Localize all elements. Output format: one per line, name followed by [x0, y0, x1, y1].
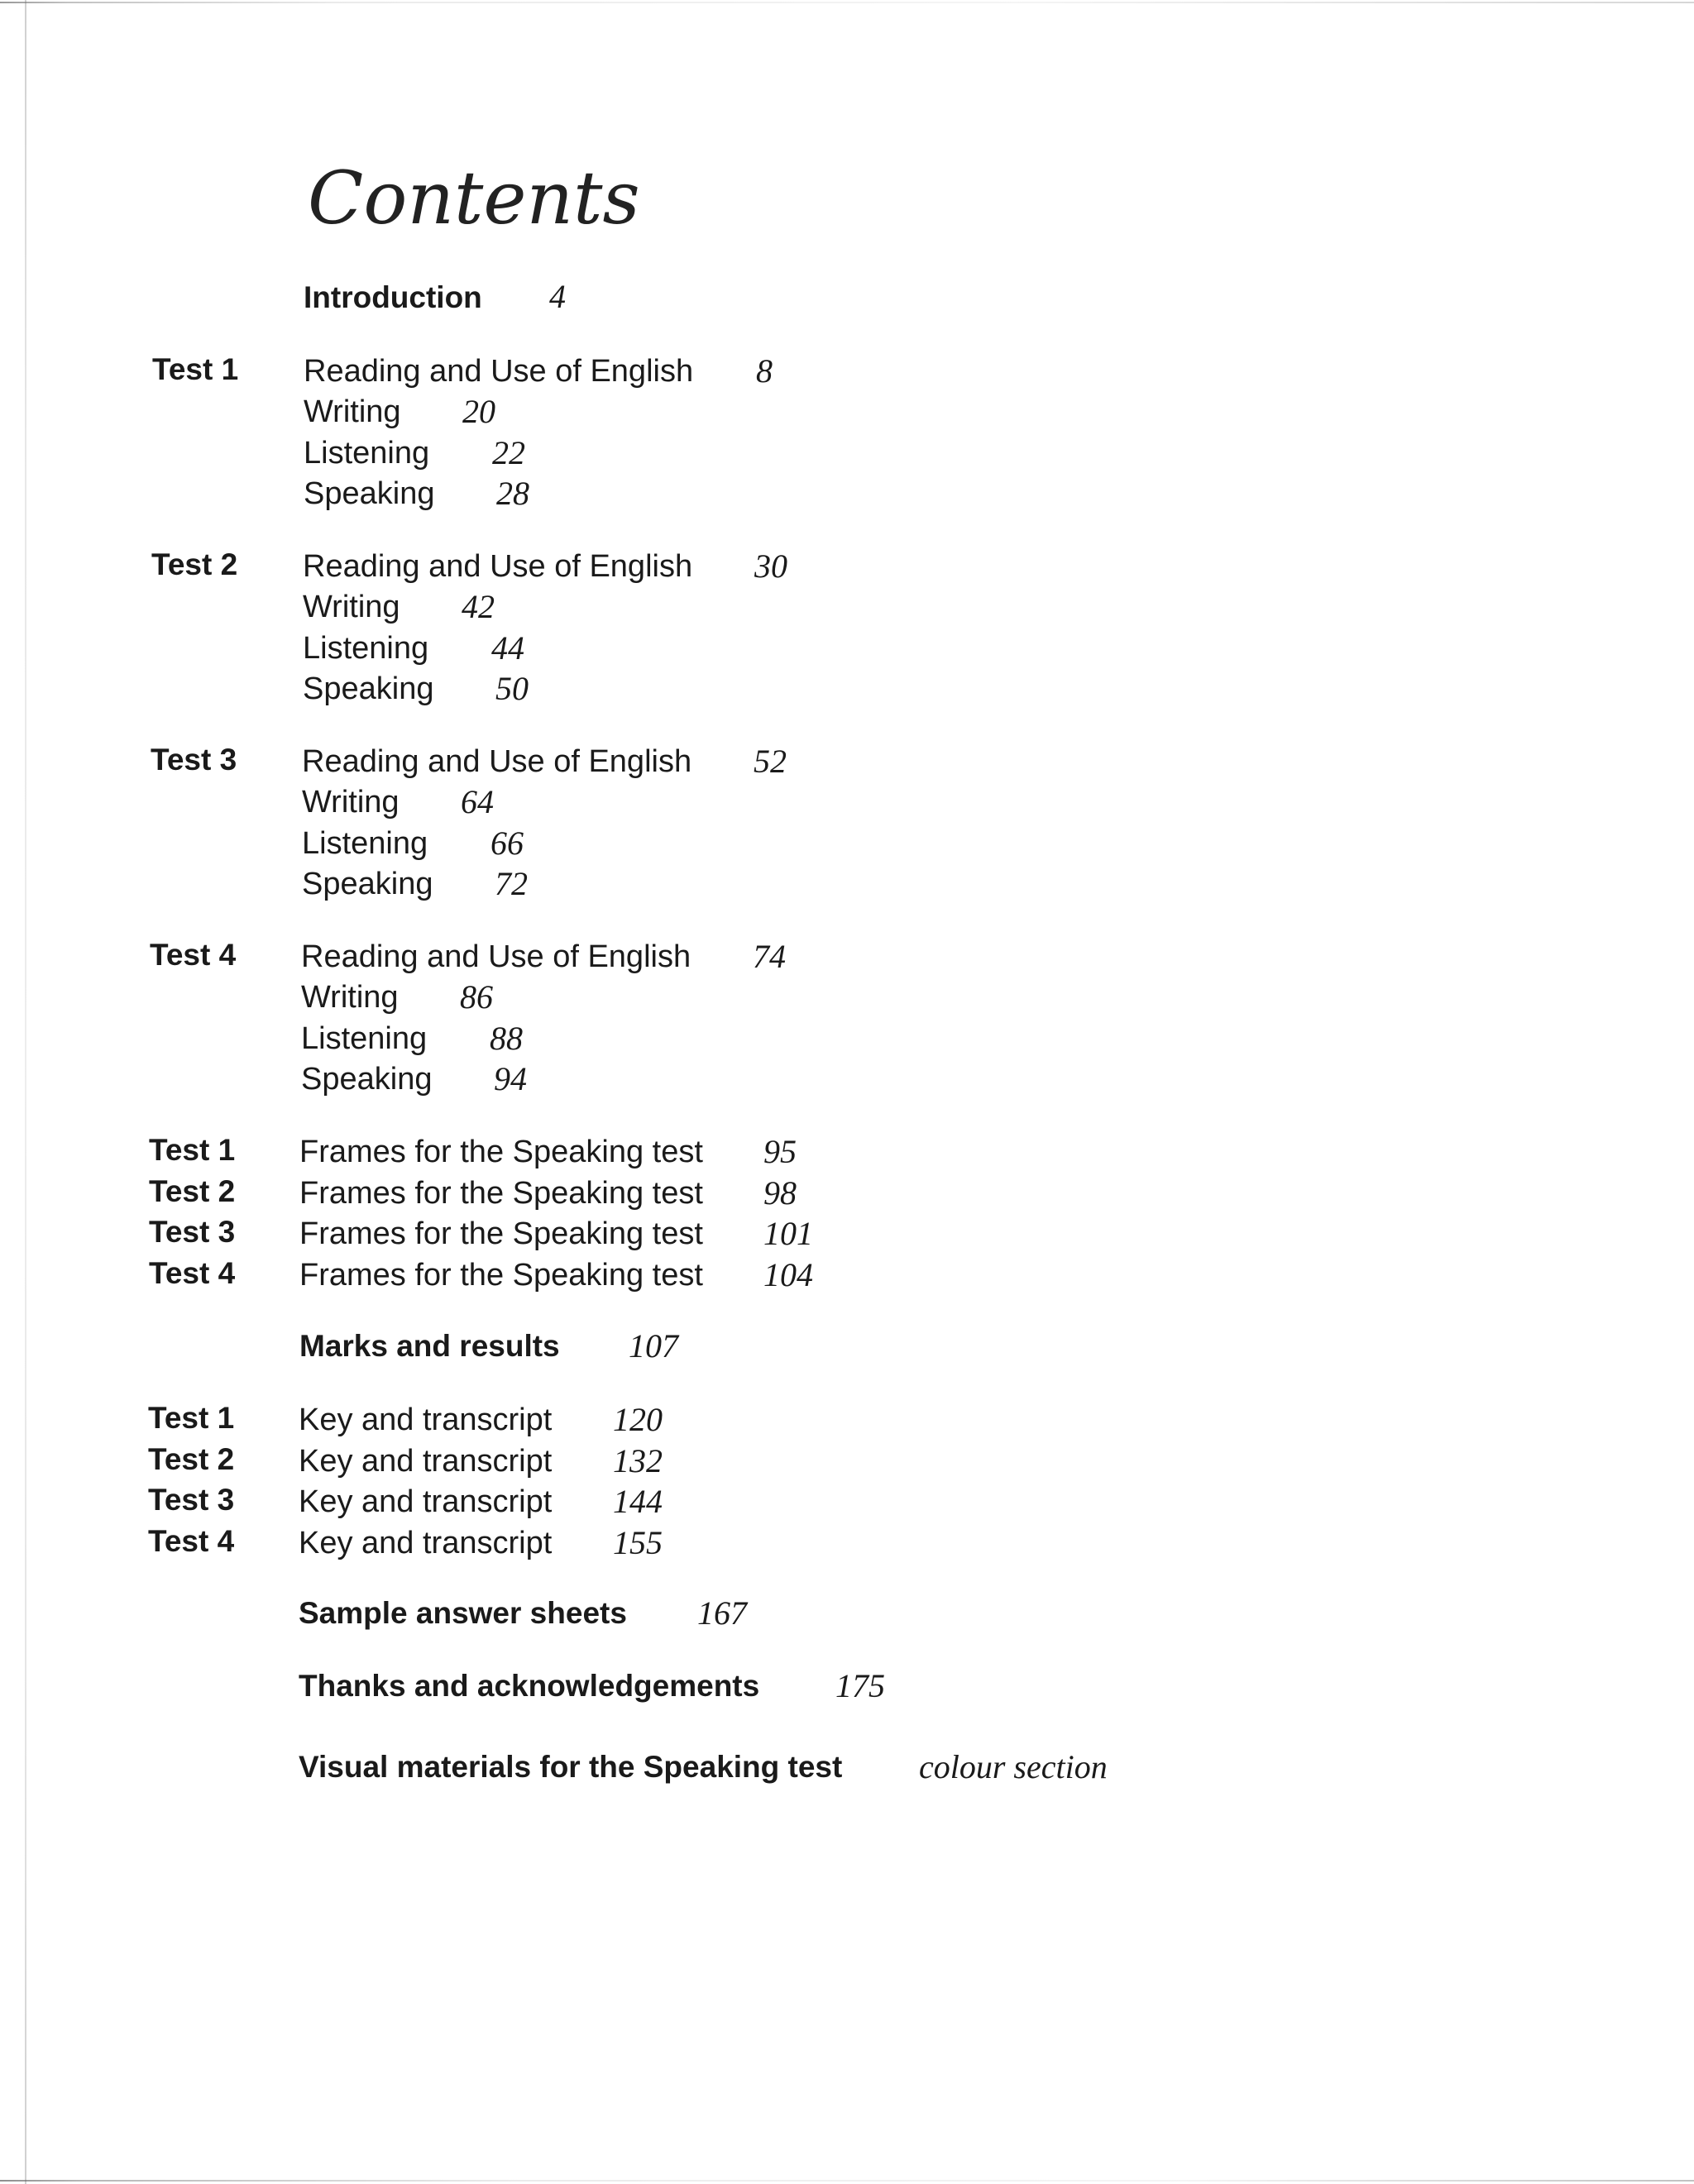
frames-test-3-page: 101 [763, 1215, 813, 1252]
test-3-speaking-label: Speaking [302, 867, 433, 901]
scan-edge-bottom [0, 2180, 1694, 2182]
test-3-speaking-page: 72 [495, 865, 528, 902]
toc-visual-page: colour section [919, 1748, 1108, 1785]
key-test-4-page: 155 [613, 1524, 663, 1561]
test-3-writing-page: 64 [461, 783, 494, 820]
frames-test-4-label: Test 4 [149, 1256, 236, 1290]
test-1-speaking-label: Speaking [304, 476, 435, 511]
test-4-writing-label: Writing [301, 980, 399, 1015]
test-2-label: Test 2 [151, 547, 238, 581]
toc-visual-label: Visual materials for the Speaking test [299, 1750, 843, 1784]
key-test-1-label: Test 1 [148, 1401, 235, 1435]
frames-test-2-label: Test 2 [149, 1174, 236, 1208]
key-test-3-item: Key and transcript [299, 1484, 553, 1519]
test-4-listening-label: Listening [301, 1021, 428, 1056]
test-2-speaking-page: 50 [495, 670, 529, 707]
test-4-listening-page: 88 [490, 1020, 523, 1057]
frames-test-2-item: Frames for the Speaking test [299, 1176, 703, 1211]
test-3-reading-page: 52 [754, 743, 787, 780]
test-3-reading-label: Reading and Use of English [302, 744, 692, 779]
frames-test-1-page: 95 [763, 1133, 797, 1170]
toc-introduction-label: Introduction [304, 280, 482, 314]
test-2-speaking-label: Speaking [303, 671, 434, 706]
test-4-label: Test 4 [150, 938, 237, 972]
frames-test-1-label: Test 1 [149, 1133, 236, 1167]
test-3-listening-label: Listening [302, 826, 428, 861]
frames-test-3-label: Test 3 [149, 1215, 236, 1249]
toc-sample-label: Sample answer sheets [299, 1596, 627, 1630]
test-1-writing-page: 20 [462, 393, 495, 430]
toc-introduction-page: 4 [549, 278, 566, 315]
key-test-2-item: Key and transcript [299, 1444, 553, 1479]
frames-test-4-item: Frames for the Speaking test [299, 1258, 703, 1293]
test-3-writing-label: Writing [302, 785, 400, 820]
test-1-listening-page: 22 [492, 434, 525, 471]
test-2-writing-page: 42 [462, 588, 495, 625]
frames-test-3-item: Frames for the Speaking test [299, 1216, 703, 1251]
scan-edge-top [0, 2, 1694, 3]
scan-edge-left [25, 0, 26, 2184]
frames-test-1-item: Frames for the Speaking test [299, 1135, 703, 1169]
test-1-reading-page: 8 [756, 352, 773, 389]
frames-test-4-page: 104 [763, 1256, 813, 1293]
test-1-writing-label: Writing [304, 394, 401, 429]
toc-marks-page: 107 [629, 1327, 678, 1364]
key-test-2-page: 132 [613, 1442, 663, 1479]
test-4-speaking-label: Speaking [301, 1062, 433, 1097]
key-test-1-page: 120 [613, 1401, 663, 1438]
test-3-listening-page: 66 [490, 824, 524, 862]
test-4-reading-page: 74 [753, 938, 786, 975]
test-2-reading-page: 30 [754, 547, 787, 585]
page-title: Contents [308, 155, 640, 241]
key-test-2-label: Test 2 [148, 1442, 235, 1476]
test-1-reading-label: Reading and Use of English [304, 354, 694, 389]
key-test-4-label: Test 4 [148, 1524, 235, 1558]
test-4-speaking-page: 94 [494, 1060, 527, 1097]
test-1-label: Test 1 [152, 352, 239, 386]
test-3-label: Test 3 [151, 743, 237, 777]
test-2-listening-label: Listening [303, 631, 429, 666]
key-test-4-item: Key and transcript [299, 1526, 553, 1560]
test-2-writing-label: Writing [303, 590, 400, 624]
frames-test-2-page: 98 [763, 1174, 797, 1211]
key-test-1-item: Key and transcript [299, 1403, 553, 1437]
toc-sample-page: 167 [697, 1594, 747, 1632]
test-1-listening-label: Listening [304, 436, 430, 471]
toc-thanks-page: 175 [835, 1667, 885, 1704]
test-2-reading-label: Reading and Use of English [303, 549, 693, 584]
toc-thanks-label: Thanks and acknowledgements [299, 1669, 760, 1703]
test-2-listening-page: 44 [491, 629, 524, 667]
toc-marks-label: Marks and results [299, 1329, 560, 1363]
test-4-writing-page: 86 [460, 978, 493, 1016]
test-1-speaking-page: 28 [496, 475, 529, 512]
test-4-reading-label: Reading and Use of English [301, 939, 691, 974]
key-test-3-label: Test 3 [148, 1483, 235, 1517]
key-test-3-page: 144 [613, 1483, 663, 1520]
